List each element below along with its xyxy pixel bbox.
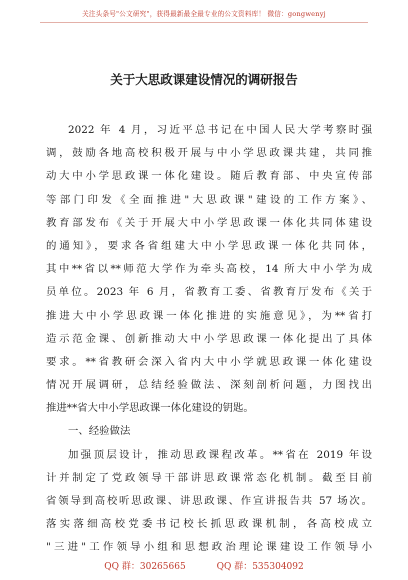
body-line: 要求。**省教研会深入省内大中小学就思政课一体化建设: [46, 355, 372, 368]
page-header-banner: 关注头条号"公文研究"，获得最新最全最专业的公文资料库！ 微信：gongwenyj: [82, 10, 326, 18]
section-heading: 一、经验做法: [68, 425, 131, 438]
body-line: 推进**省大中小学思政课一体化建设的钥匙。: [46, 402, 254, 415]
document-body: [46, 119, 372, 560]
body-line: 省领导到高校听思政课、讲思政课、作宣讲报告共 57 场次。: [46, 495, 372, 507]
body-line: "三进"工作领导小组和思想政治理论课建设工作领导小: [46, 541, 372, 554]
footer-qq-group-1: QQ 群：30265665: [104, 562, 186, 572]
document-title: 关于大思政课建设情况的调研报告: [110, 72, 298, 87]
body-line: 的通知》，要求各省组建大中小学思政课一体化共同体，: [46, 239, 372, 252]
body-line: 其中**省以**师范大学作为牵头高校，14 所大中小学为成: [46, 263, 372, 276]
body-line: 情况开展调研，总结经验做法、深刻剖析问题，力图找出: [46, 379, 372, 392]
header-divider: [40, 22, 368, 23]
body-line: 动大中小学思政课一体化建设。随后教育部、中央宣传部: [46, 170, 372, 183]
body-line: 落实落细高校党委书记校长抓思政课机制，各高校成立: [46, 518, 372, 531]
body-line: 推进大中小学思政课一体化推进的实施意见》，为**省打: [46, 309, 372, 322]
footer-qq-group-2: QQ 群：535304092: [216, 562, 304, 572]
body-line: 加强顶层设计，推动思政课程改革。**省在 2019 年设: [68, 448, 372, 461]
page-footer: [0, 559, 408, 572]
body-line: 2022 年 4 月，习近平总书记在中国人民大学考察时强: [68, 124, 372, 136]
body-line: 调，鼓励各地高校积极开展与中小学思政课共建，共同推: [46, 147, 372, 160]
body-line: 等部门印发《全面推进"大思政课"建设的工作方案》、: [46, 193, 372, 206]
body-line: 员单位。2023 年 6 月，省教育工委、省教育厅发布《关于: [46, 286, 372, 299]
body-line: 造示范金课、创新推动大中小学思政课一体化提出了具体: [46, 332, 372, 345]
body-line: 计并制定了党政领导干部讲思政课常态化机制。截至目前: [46, 471, 372, 484]
body-line: 教育部发布《关于开展大中小学思政课一体化共同体建设: [46, 216, 372, 229]
